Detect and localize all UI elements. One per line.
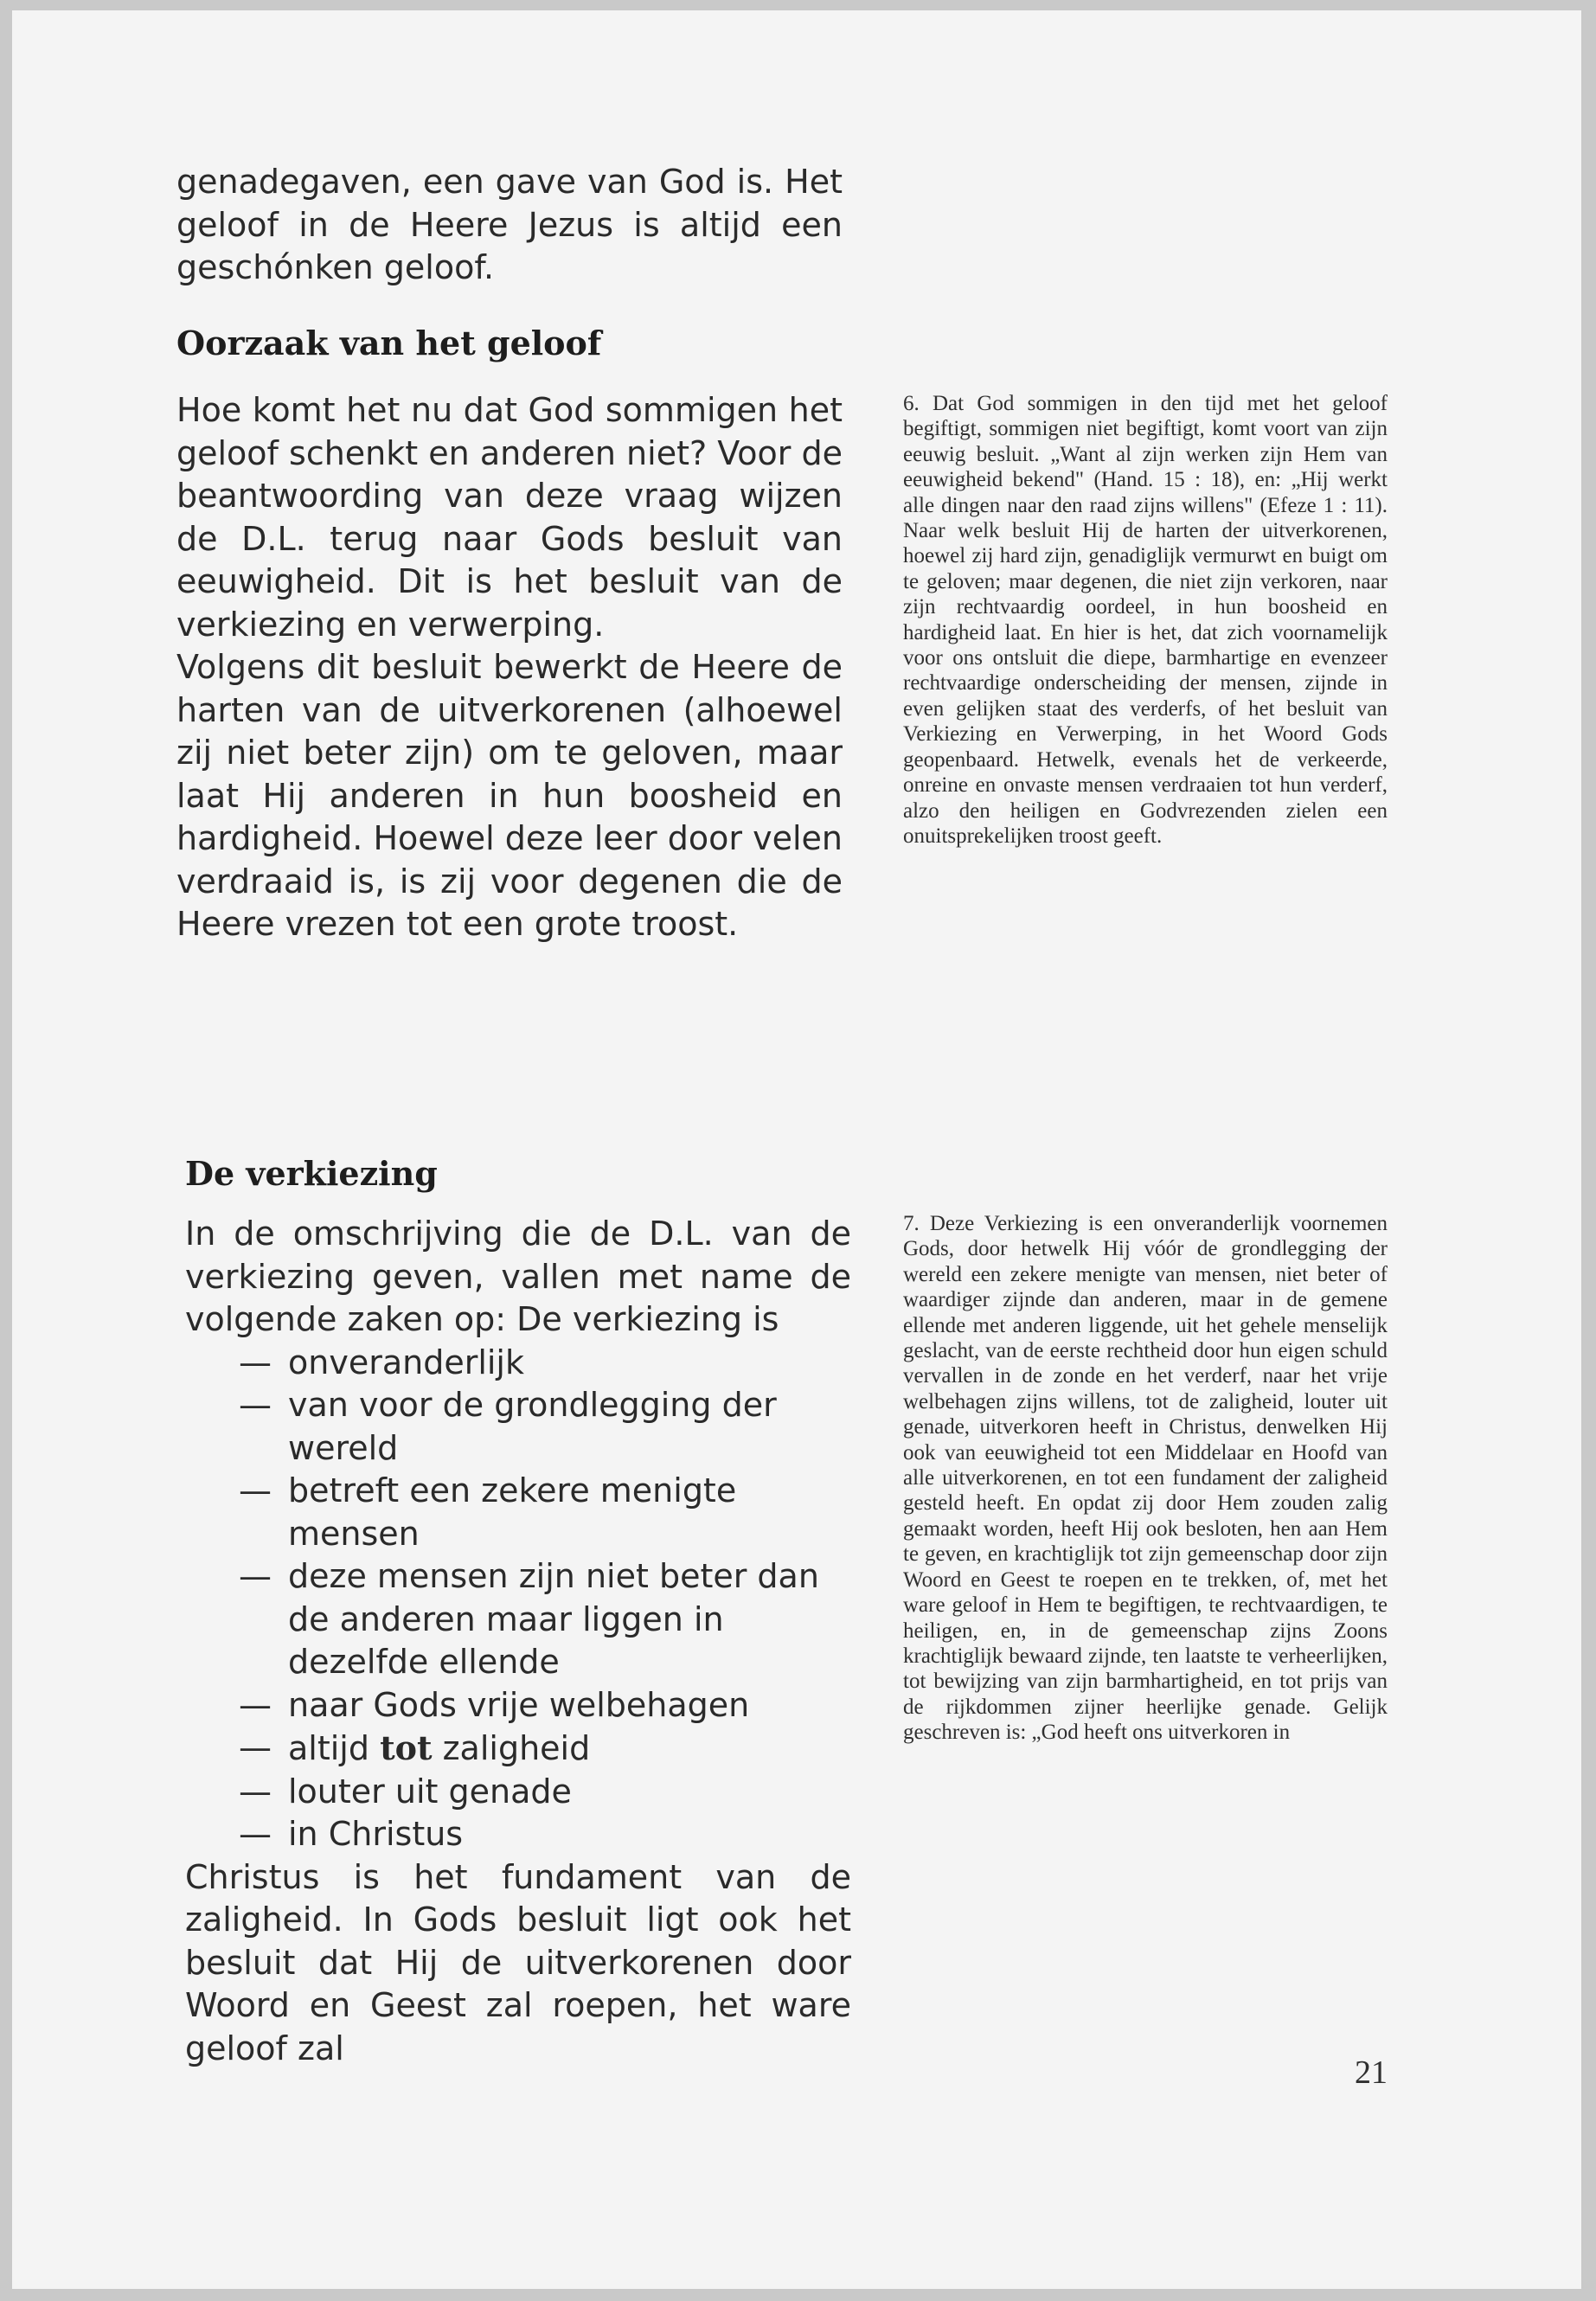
election-characteristics-list xyxy=(185,1342,851,1856)
page-number: 21 xyxy=(1355,2054,1388,2091)
list-item: — betreft een zekere menigte mensen xyxy=(239,1471,737,1553)
section-heading-oorzaak: Oorzaak van het geloof xyxy=(176,324,602,362)
section2-intro: In de omschrijving die de D.L. van de verkiezing geven, vallen met name de volgende zaken op: De verkiezing is xyxy=(185,1215,851,1338)
footnote-article-6: 6. Dat God sommigen in den tijd met het geloof begiftigt, sommigen niet begiftigt, komt voort van zijn eeuwig besluit. „Want al zijn werken zijn Hem van eeuwigheid bekend" (Hand. 15 : 18), en: „Hij werkt alle dingen naar den raad zijns willens" (Efeze 1 : 11). Naar welk besluit Hij de harten der uitverkorenen, hoewel zij hard zijn, genadiglijk vermurwt en buigt om te geloven; maar degenen, die niet zijn verkoren, naar zijn rechtvaardig oordeel, in hun boosheid en hardigheid laat. En hier is het, dat zich voornamelijk voor ons ontsluit die diepe, barmhartige en evenzeer rechtvaardige onderscheiding der mensen, zijnde in even gelijken staat des verderfs, of het besluit van Verkiezing en Verwerping, in het Woord Gods geopenbaard. Hetwelk, evenals het de verkeerde, onreine en onvaste mensen verdraaien tot hun verderf, alzo den heiligen en Godvrezenden zielen een onuitsprekelijken troost geeft. xyxy=(903,392,1388,848)
section2-column xyxy=(185,1213,851,2070)
document-page xyxy=(12,10,1581,2289)
section1-column xyxy=(176,389,843,946)
section1-paragraph-2: Volgens dit besluit bewerkt de Heere de harten van de uitverkorenen (alhoewel zij niet beter zijn) om te geloven, maar laat Hij anderen in hun boosheid en hardigheid. Hoewel deze leer door velen verdraaid is, is zij voor degenen die de Heere vrezen tot een grote troost. xyxy=(176,648,843,943)
footnote-article-7: 7. Deze Verkiezing is een onveranderlijk voornemen Gods, door hetwelk Hij vóór de grondlegging der wereld een zekere menigte van mensen, niet beter of waardiger zijnde dan anderen, maar in de gemene ellende met anderen liggende, uit het gehele menselijk geslacht, van de eerste rechtheid door hun eigen schuld vervallen in de zonde en het verderf, naar het vrije welbehagen zijns willens, tot de zaligheid, louter uit genade, uitverkoren heeft in Christus, denwelken Hij ook van eeuwigheid tot een Middelaar en Hoofd van alle uitverkorenen, en tot een fundament der zaligheid gesteld heeft. En opdat zij door Hem zouden zalig gemaakt worden, heeft Hij ook besloten, hen aan Hem te geven, en krachtiglijk tot zijn gemeenschap door zijn Woord en Geest te roepen en te trekken, of, met het ware geloof in Hem te begiftigen, te rechtvaardigen, te heiligen, en, in de gemeenschap zijns Zoons krachtiglijk bewaard zijnde, ten laatste te verheerlijken, tot bewijzing van zijn barmhartigheid, en tot prijs van de rijkdommen zijner heerlijke genade. Gelijk geschreven is: „God heeft ons uitverkoren in xyxy=(903,1212,1388,1745)
list-item: — naar Gods vrije welbehagen xyxy=(239,1685,750,1724)
intro-paragraph: genadegaven, een gave van God is. Het geloof in de Heere Jezus is altijd een geschónken geloof. xyxy=(176,163,843,286)
list-item: — in Christus xyxy=(239,1815,464,1853)
intro-column xyxy=(176,161,843,290)
list-item: — deze mensen zijn niet beter dan de anderen maar liggen in dezelfde ellende xyxy=(239,1557,819,1681)
list-item: — van voor de grondlegging der wereld xyxy=(239,1386,777,1467)
list-item: — louter uit genade xyxy=(239,1772,572,1811)
section1-paragraph-1: Hoe komt het nu dat God sommigen het geloof schenkt en anderen niet? Voor de beantwoording van deze vraag wijzen de D.L. terug naar Gods besluit van eeuwigheid. Dit is het besluit van de verkiezing en verwerping. xyxy=(176,391,843,644)
section-heading-verkiezing: De verkiezing xyxy=(185,1154,438,1193)
list-item: — onveranderlijk xyxy=(239,1343,524,1381)
list-item-bold: — altijd tot zaligheid xyxy=(239,1728,591,1767)
section2-closing: Christus is het fundament van de zaligheid. In Gods besluit ligt ook het besluit dat Hij de uitverkorenen door Woord en Geest zal roepen, het ware geloof zal xyxy=(185,1857,851,2067)
bold-word: tot xyxy=(380,1728,433,1767)
